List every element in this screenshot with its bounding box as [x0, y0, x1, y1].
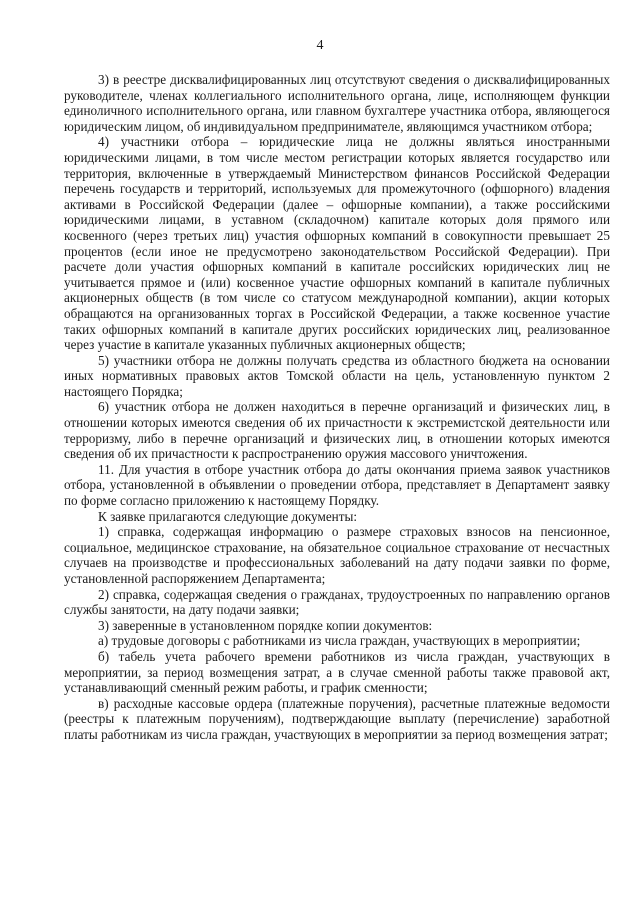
paragraph-item-6: 6) участник отбора не должен находиться в перечне организаций и физических лиц, в отношении которых имеются сведения об их причастности к экстремистской деятельности или терроризму, либо в перечне организаций и физических лиц, в отношении которых имеются сведения об их причастности к распространению оружия массового уничтожения.: [64, 399, 610, 462]
paragraph-document-2: 2) справка, содержащая сведения о гражданах, трудоустроенных по направлению органов службы занятости, на дату подачи заявки;: [64, 586, 610, 618]
paragraph-item-5: 5) участники отбора не должны получать средства из областного бюджета на основании иных нормативных правовых актов Томской области на цель, установленную пунктом 2 настоящего Порядка;: [64, 352, 610, 399]
paragraph-document-3: 3) заверенные в установленном порядке копии документов:: [98, 617, 433, 633]
paragraph-item-3: 3) в реестре дисквалифицированных лиц отсутствуют сведения о дисквалифицированных руководителе, членах коллегиального исполнительного органа, лице, исполняющем функции единоличного исполнительного органа, или главном бухгалтере участника отбора, являющегося юридическим лицом, об индивидуальном предпринимателе, являющимся участником отбора;: [64, 72, 610, 134]
paragraph-subitem-b: б) табель учета рабочего времени работников из числа граждан, участвующих в мероприятии, за период возмещения затрат, а в случае сменной работы также правовой акт, устанавливающий сменный режим работы, и график сменности;: [64, 648, 610, 696]
paragraph-item-4: 4) участники отбора – юридические лица не должны являться иностранными юридическими лицами, в том числе местом регистрации которых является государство или территория, включенные в утверждаемый Министерством финансов Российской Федерации перечень государств и территорий, используемых для промежуточного (офшорного) владения активами в Российской Федерации (далее – офшорные компании), а также российскими юридическими лицами, в уставном (складочном) капитале которых доля прямого или косвенного (через третьих лиц) участия офшорных компаний в совокупности превышает 25 процентов (если иное не предусмотрено законодательством Российской Федерации). При расчете доли участия офшорных компаний в капитале российских юридических лиц не учитывается прямое и (или) косвенное участие офшорных компаний в капитале публичных акционерных обществ (в том числе со статусом международной компании), акции которых обращаются на организованных торгах в Российской Федерации, а также косвенное участие таких офшорных компаний в капитале других российских юридических лиц, реализованное через участие в капитале указанных публичных акционерных обществ;: [64, 134, 610, 353]
paragraph-subitem-v: в) расходные кассовые ордера (платежные поручения), расчетные платежные ведомости (реестры к платежным поручениям), подтверждающие выплату (перечисление) заработной платы работникам из числа граждан, участвующих в мероприятии за период возмещения затрат;: [64, 695, 610, 742]
paragraph-documents-intro: К заявке прилагаются следующие документы:: [98, 508, 358, 524]
document-body: [64, 72, 610, 743]
paragraph-clause-11: 11. Для участия в отборе участник отбора до даты окончания приема заявок участников отбора, установленной в объявлении о проведении отбора, представляет в Департамент заявку по форме согласно приложению к настоящему Порядку.: [64, 461, 610, 509]
paragraph-subitem-a: а) трудовые договоры с работниками из числа граждан, участвующих в мероприятии;: [98, 633, 581, 649]
page-number: 4: [316, 38, 324, 53]
paragraph-document-1: 1) справка, содержащая информацию о размере страховых взносов на пенсионное, социальное, медицинское страхование, на обязательное социальное страхование от несчастных случаев на производстве и профессиональных заболеваний на дату подачи заявки по форме, установленной распоряжением Департамента;: [64, 524, 610, 586]
